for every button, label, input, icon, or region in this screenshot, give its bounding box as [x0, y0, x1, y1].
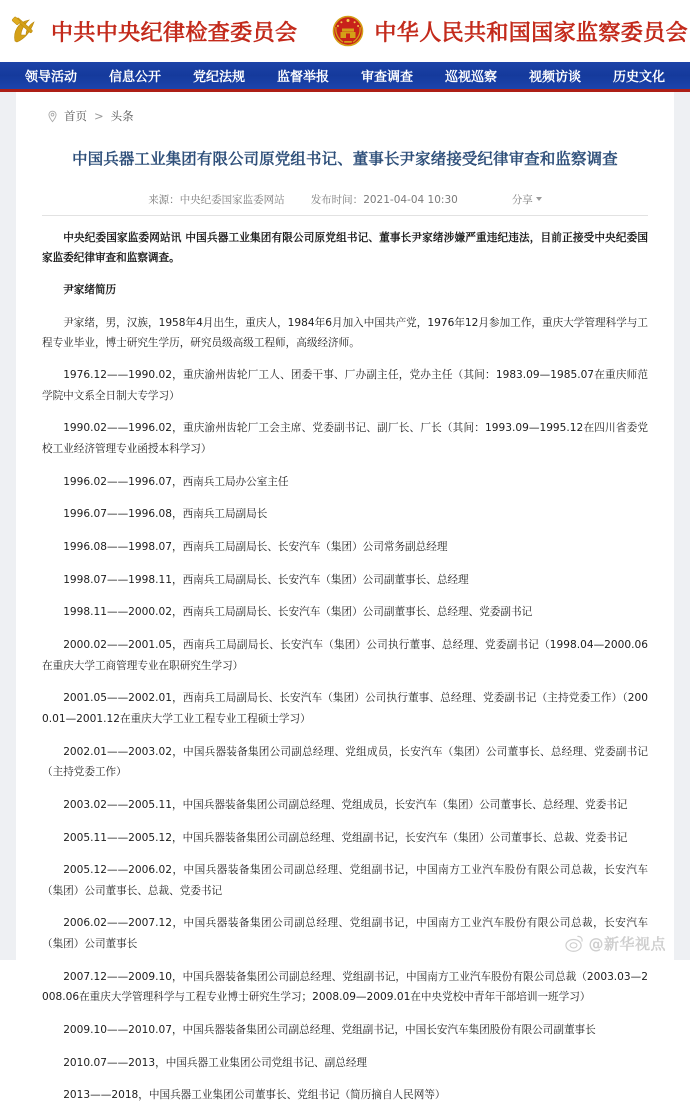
- nav-item-video-interviews[interactable]: 视频访谈: [529, 70, 582, 85]
- nav-item-leadership-activities[interactable]: 领导活动: [24, 70, 77, 85]
- brand-nsc[interactable]: [331, 14, 688, 48]
- share-button[interactable]: [512, 192, 542, 207]
- article-meta: [38, 192, 652, 215]
- career-entry: 1976.12——1990.02，重庆渝州齿轮厂工人、团委干事、厂办副主任，党办主任（其间：1983.09—1985.07在重庆师范学院中文系全日制大专学习）: [42, 369, 648, 402]
- publish-time-label: 发布时间：: [310, 193, 364, 206]
- career-entry: 2006.02——2007.12，中国兵器装备集团公司副总经理、党组副书记，中国南方工业汽车股份有限公司总裁，长安汽车（集团）公司董事长: [42, 917, 648, 951]
- career-entry: 2009.10——2010.07，中国兵器装备集团公司副总经理、党组副书记，中国长安汽车集团股份有限公司副董事长: [63, 1024, 596, 1037]
- career-entry: 1998.11——2000.02，西南兵工局副局长、长安汽车（集团）公司副董事长、总经理、党委副书记: [63, 606, 533, 619]
- career-entry: 2001.05——2002.01，西南兵工局副局长、长安汽车（集团）公司执行董事、总经理、党委副书记（主持党委工作）（2000.01—2001.12在重庆大学工业工程专业工程硕士学习）: [42, 692, 648, 725]
- bio-intro-paragraph: 尹家绪，男，汉族，1958年4月出生，重庆人，1984年6月加入中国共产党，1976年12月参加工作，重庆大学管理科学与工程专业毕业，博士研究生学历，研究员级高级工程师，高级经济师。: [42, 316, 648, 350]
- nav-item-review-investigation[interactable]: 审查调查: [361, 70, 414, 85]
- watermark-text: @新华视点: [588, 935, 666, 953]
- breadcrumb-separator: >: [94, 109, 104, 123]
- share-label: 分享: [511, 193, 533, 206]
- breadcrumb: [38, 104, 652, 134]
- career-entry: 1998.07——1998.11，西南兵工局副局长、长安汽车（集团）公司副董事长、总经理: [63, 573, 469, 586]
- nav-item-history-culture[interactable]: 历史文化: [613, 70, 666, 85]
- page-background: [0, 92, 690, 1102]
- article-source-value: 中央纪委国家监委网站: [179, 193, 285, 206]
- article-source: [148, 192, 285, 207]
- career-entry: 2007.12——2009.10，中国兵器装备集团公司副总经理、党组副书记，中国南方工业汽车股份有限公司总裁（2003.03—2008.06在重庆大学管理科学与工程专业博士研究生学习；2008.09—2009.01在中央党校中青年干部培训一班学习）: [42, 970, 648, 1004]
- primary-navigation: [0, 62, 690, 92]
- career-entry: 1996.02——1996.07，西南兵工局办公室主任: [63, 475, 289, 488]
- watermark: [565, 933, 666, 954]
- career-entry: 1990.02——1996.02，重庆渝州齿轮厂工会主席、党委副书记、副厂长、厂长（其间：1993.09—1995.12在四川省委党校工业经济管理专业函授本科学习）: [42, 422, 648, 455]
- article-publish-time: [311, 192, 458, 207]
- article-body: [38, 228, 652, 1106]
- bio-section-heading: 尹家绪简历: [63, 284, 117, 297]
- nav-item-supervision-reporting[interactable]: 监督举报: [276, 70, 329, 85]
- site-masthead: [0, 0, 690, 62]
- career-entry: 2002.01——2003.02，中国兵器装备集团公司副总经理、党组成员，长安汽车（集团）公司董事长、总经理、党委副书记（主持党委工作）: [42, 745, 648, 779]
- article-lead-paragraph: 中央纪委国家监委网站讯 中国兵器工业集团有限公司原党组书记、董事长尹家绪涉嫌严重违纪违法，目前正接受中央纪委国家监委纪律审查和监察调查。: [42, 231, 648, 265]
- career-entry: 2005.11——2005.12，中国兵器装备集团公司副总经理、党组副书记，长安汽车（集团）公司董事长、总裁、党委书记: [63, 831, 628, 844]
- breadcrumb-home[interactable]: 首页: [64, 109, 87, 123]
- cpc-hammer-sickle-emblem-icon: [8, 14, 42, 48]
- brand-ccdi-label: 中共中央纪律检查委员会: [50, 19, 298, 46]
- national-emblem-icon: [331, 14, 365, 48]
- meta-divider: [42, 215, 648, 216]
- career-entry: 1996.08——1998.07，西南兵工局副局长、长安汽车（集团）公司常务副总经理: [63, 540, 448, 553]
- nav-item-party-discipline-regulations[interactable]: 党纪法规: [192, 70, 245, 85]
- nav-item-inspection-tours[interactable]: 巡视巡察: [445, 70, 498, 85]
- chevron-down-icon: [536, 197, 542, 201]
- breadcrumb-current[interactable]: 头条: [110, 109, 134, 123]
- publish-time-value: 2021-04-04 10:30: [363, 193, 458, 206]
- article-sheet: [16, 92, 674, 1102]
- article-title: 中国兵器工业集团有限公司原党组书记、董事长尹家绪接受纪律审查和监察调查: [72, 150, 618, 169]
- career-entry: 2000.02——2001.05，西南兵工局副局长、长安汽车（集团）公司执行董事、总经理、党委副书记（1998.04—2000.06在重庆大学工商管理专业在职研究生学习）: [42, 638, 648, 672]
- nav-item-information-disclosure[interactable]: 信息公开: [108, 70, 161, 85]
- location-pin-icon: [46, 110, 59, 123]
- career-entry: 2005.12——2006.02，中国兵器装备集团公司副总经理、党组副书记，中国南方工业汽车股份有限公司总裁，长安汽车（集团）公司董事长、总裁、党委书记: [42, 864, 648, 897]
- career-entry: 2013——2018，中国兵器工业集团公司董事长、党组书记（简历摘自人民网等）: [63, 1089, 446, 1102]
- career-entry: 1996.07——1996.08，西南兵工局副局长: [63, 508, 268, 521]
- brand-ccdi[interactable]: [8, 14, 297, 48]
- article-source-label: 来源：: [148, 193, 180, 206]
- weibo-eye-icon: [565, 934, 584, 953]
- career-entry: 2003.02——2005.11，中国兵器装备集团公司副总经理、党组成员，长安汽车（集团）公司董事长、总经理、党委书记: [63, 798, 628, 811]
- brand-nsc-label: 中华人民共和国国家监察委员会: [374, 19, 688, 46]
- career-entry: 2010.07——2013，中国兵器工业集团公司党组书记、副总经理: [63, 1056, 368, 1069]
